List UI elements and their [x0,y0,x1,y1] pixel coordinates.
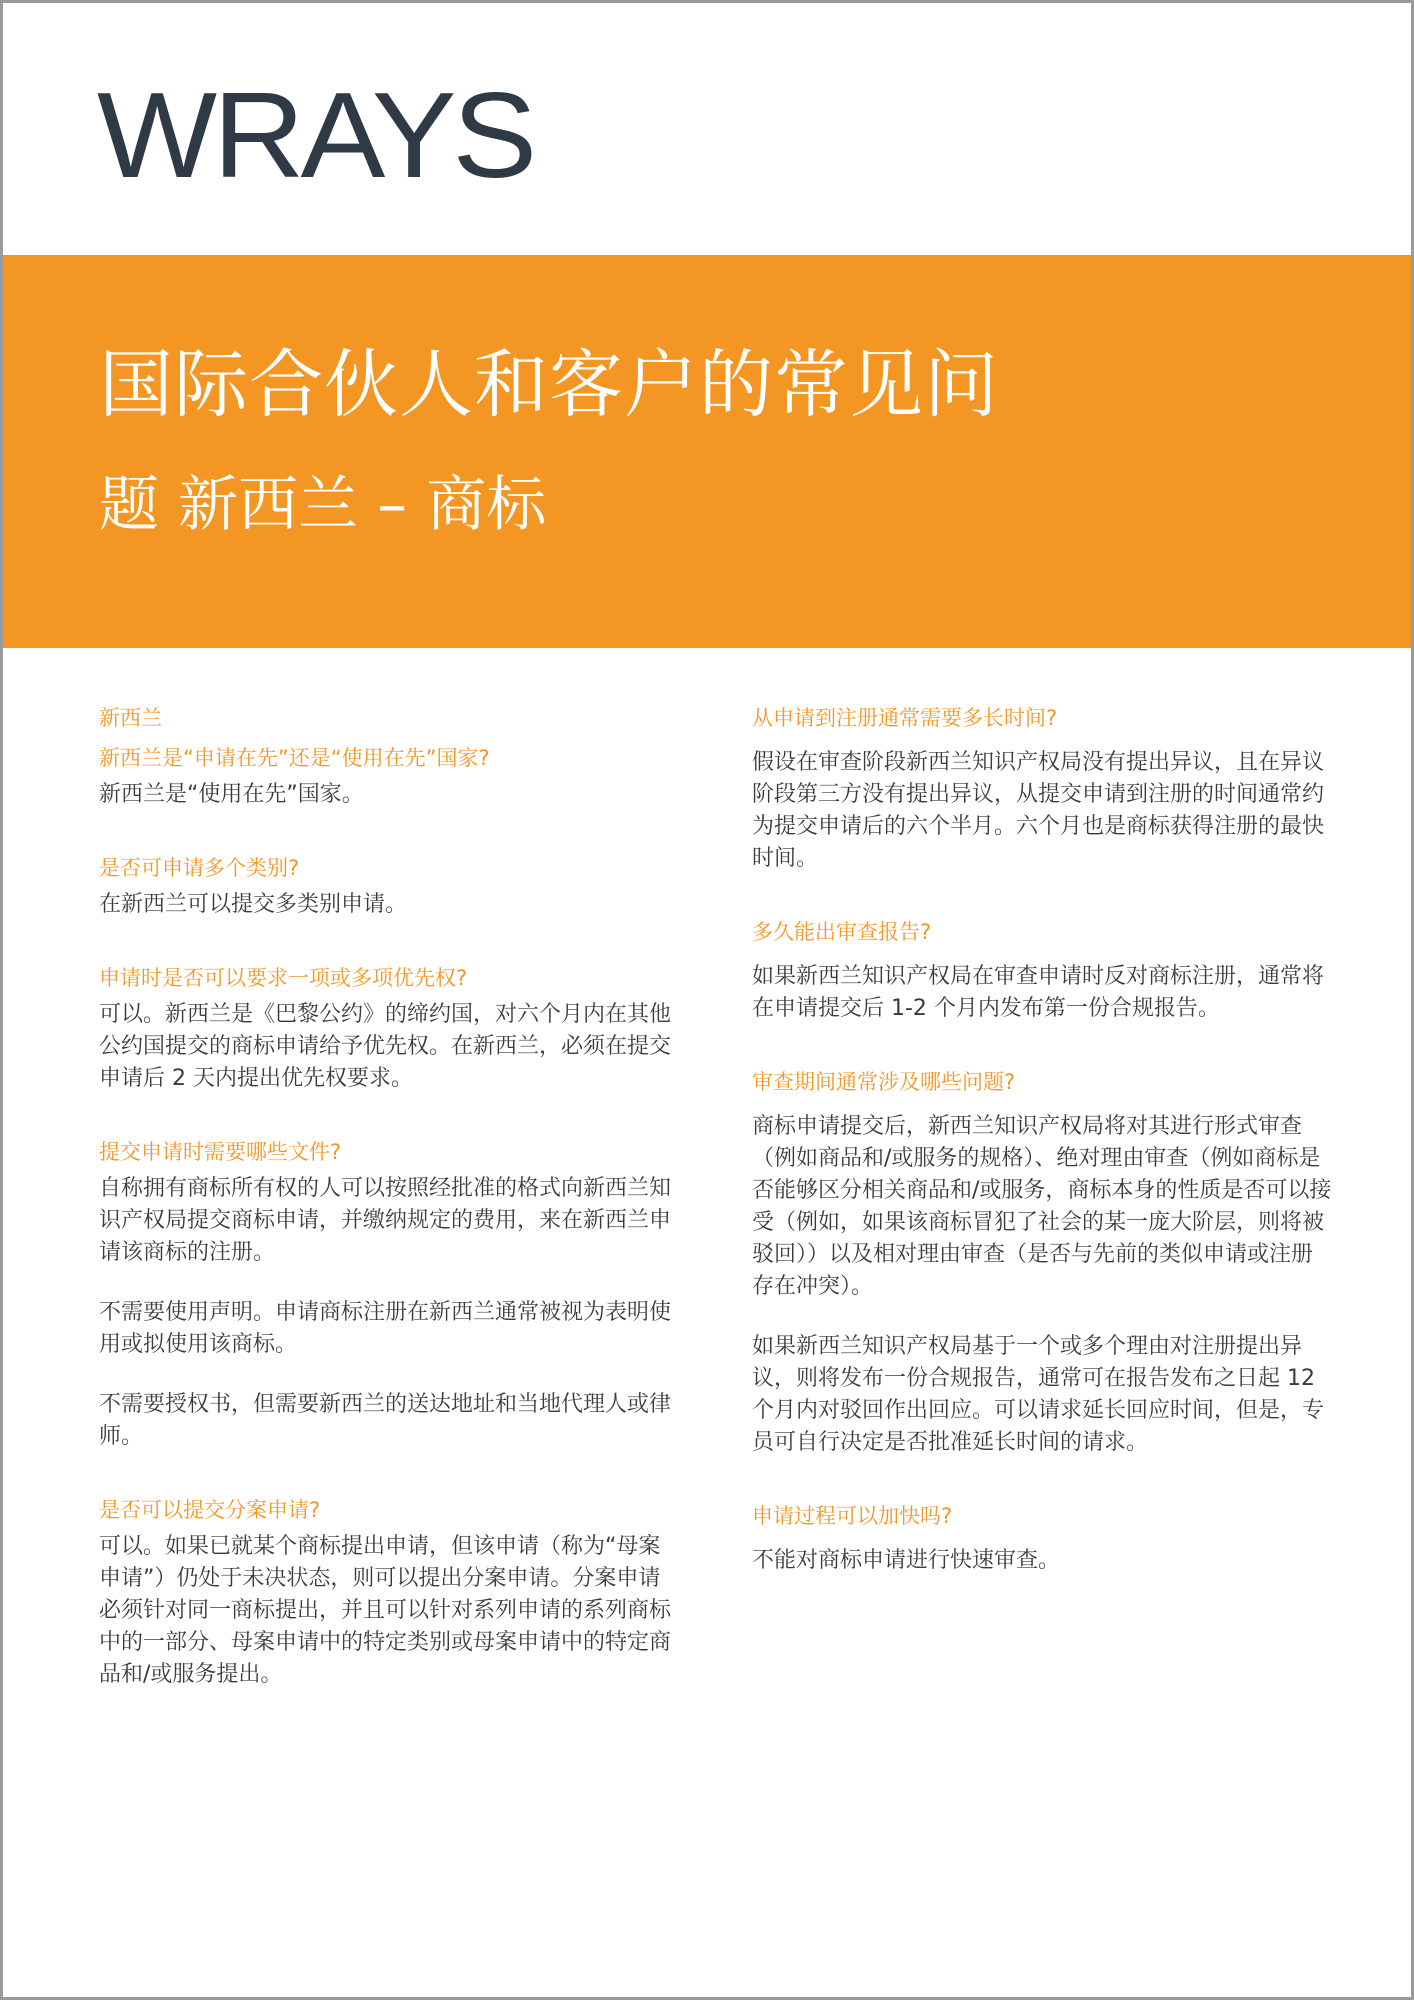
faq-answer: 如果新西兰知识产权局在审查申请时反对商标注册，通常将在申请提交后 1-2 个月内发布第一份合规报告。 [752,964,1325,1021]
wrays-logo [97,83,535,187]
faq-answer: 不能对商标申请进行快速审查。 [752,1548,1061,1573]
faq-item [99,963,679,1095]
faq-answer: 新西兰是“使用在先”国家。 [99,782,364,807]
faq-answer: 不需要授权书，但需要新西兰的送达地址和当地代理人或律师。 [99,1392,672,1449]
faq-item [99,743,679,811]
faq-item [99,853,679,921]
faq-answer: 商标申请提交后，新西兰知识产权局将对其进行形式审查（例如商品和/或服务的规格）、绝对理由审查（例如商标是否能够区分相关商品和/或服务，商标本身的性质是否可以接受（例如，如果该商标冒犯了社会的某一庞大阶层，则将被驳回））以及相对理由审查（是否与先前的类似申请或注册存在冲突）。 [752,1114,1332,1299]
faq-item [752,1501,1332,1577]
left-column [99,703,679,1733]
faq-answer: 可以。新西兰是《巴黎公约》的缔约国，对六个月内在其他公约国提交的商标申请给予优先权。在新西兰，必须在提交申请后 2 天内提出优先权要求。 [99,1002,672,1091]
faq-question: 多久能出审查报告? [752,920,932,944]
right-column [752,703,1332,1619]
faq-item [752,703,1332,875]
svg-text:WRAYS: WRAYS [97,83,533,187]
faq-question: 审查期间通常涉及哪些问题? [752,1070,1016,1094]
faq-question: 是否可以提交分案申请? [99,1498,321,1522]
faq-question: 申请过程可以加快吗? [752,1504,953,1528]
faq-question: 提交申请时需要哪些文件? [99,1140,342,1164]
faq-question: 是否可申请多个类别? [99,856,300,880]
faq-answer: 假设在审查阶段新西兰知识产权局没有提出异议，且在异议阶段第三方没有提出异议，从提交申请到注册的时间通常约为提交申请后的六个半月。六个月也是商标获得注册的最快时间。 [752,750,1325,871]
faq-question: 新西兰是“申请在先”还是“使用在先”国家? [99,746,490,770]
faq-question: 申请时是否可以要求一项或多项优先权? [99,966,468,990]
faq-question: 从申请到注册通常需要多长时间? [752,706,1058,730]
faq-item [752,917,1332,1025]
faq-item [99,1137,679,1453]
faq-item [752,1067,1332,1459]
faq-answer: 可以。如果已就某个商标提出申请，但该申请（称为“母案申请”）仍处于未决状态，则可以提出分案申请。分案申请必须针对同一商标提出，并且可以针对系列申请的系列商标中的一部分、母案申请中的特定类别或母案申请中的特定商 品和/或服务提出。 [99,1534,672,1687]
document-subtitle: 题 新西兰 – 商标 [99,470,547,540]
faq-item [99,1495,679,1691]
section-label-new-zealand: 新西兰 [99,706,162,730]
faq-answer: 在新西兰可以提交多类别申请。 [99,892,408,917]
faq-answer: 不需要使用声明。申请商标注册在新西兰通常被视为表明使用或拟使用该商标。 [99,1300,672,1357]
faq-answer: 自称拥有商标所有权的人可以按照经批准的格式向新西兰知识产权局提交商标申请，并缴纳规定的费用，来在新西兰申请该商标的注册。 [99,1176,672,1265]
faq-answer: 如果新西兰知识产权局基于一个或多个理由对注册提出异议，则将发布一份合规报告，通常可在报告发布之日起 12 个月内对驳回作出回应。可以请求延长回应时间，但是，专员可自行决定是否批准延长时间的请求。 [752,1334,1325,1455]
wrays-logo-wordmark [97,83,535,187]
title-banner [3,255,1411,648]
document-title: 国际合伙人和客户的常见问 [99,342,999,428]
